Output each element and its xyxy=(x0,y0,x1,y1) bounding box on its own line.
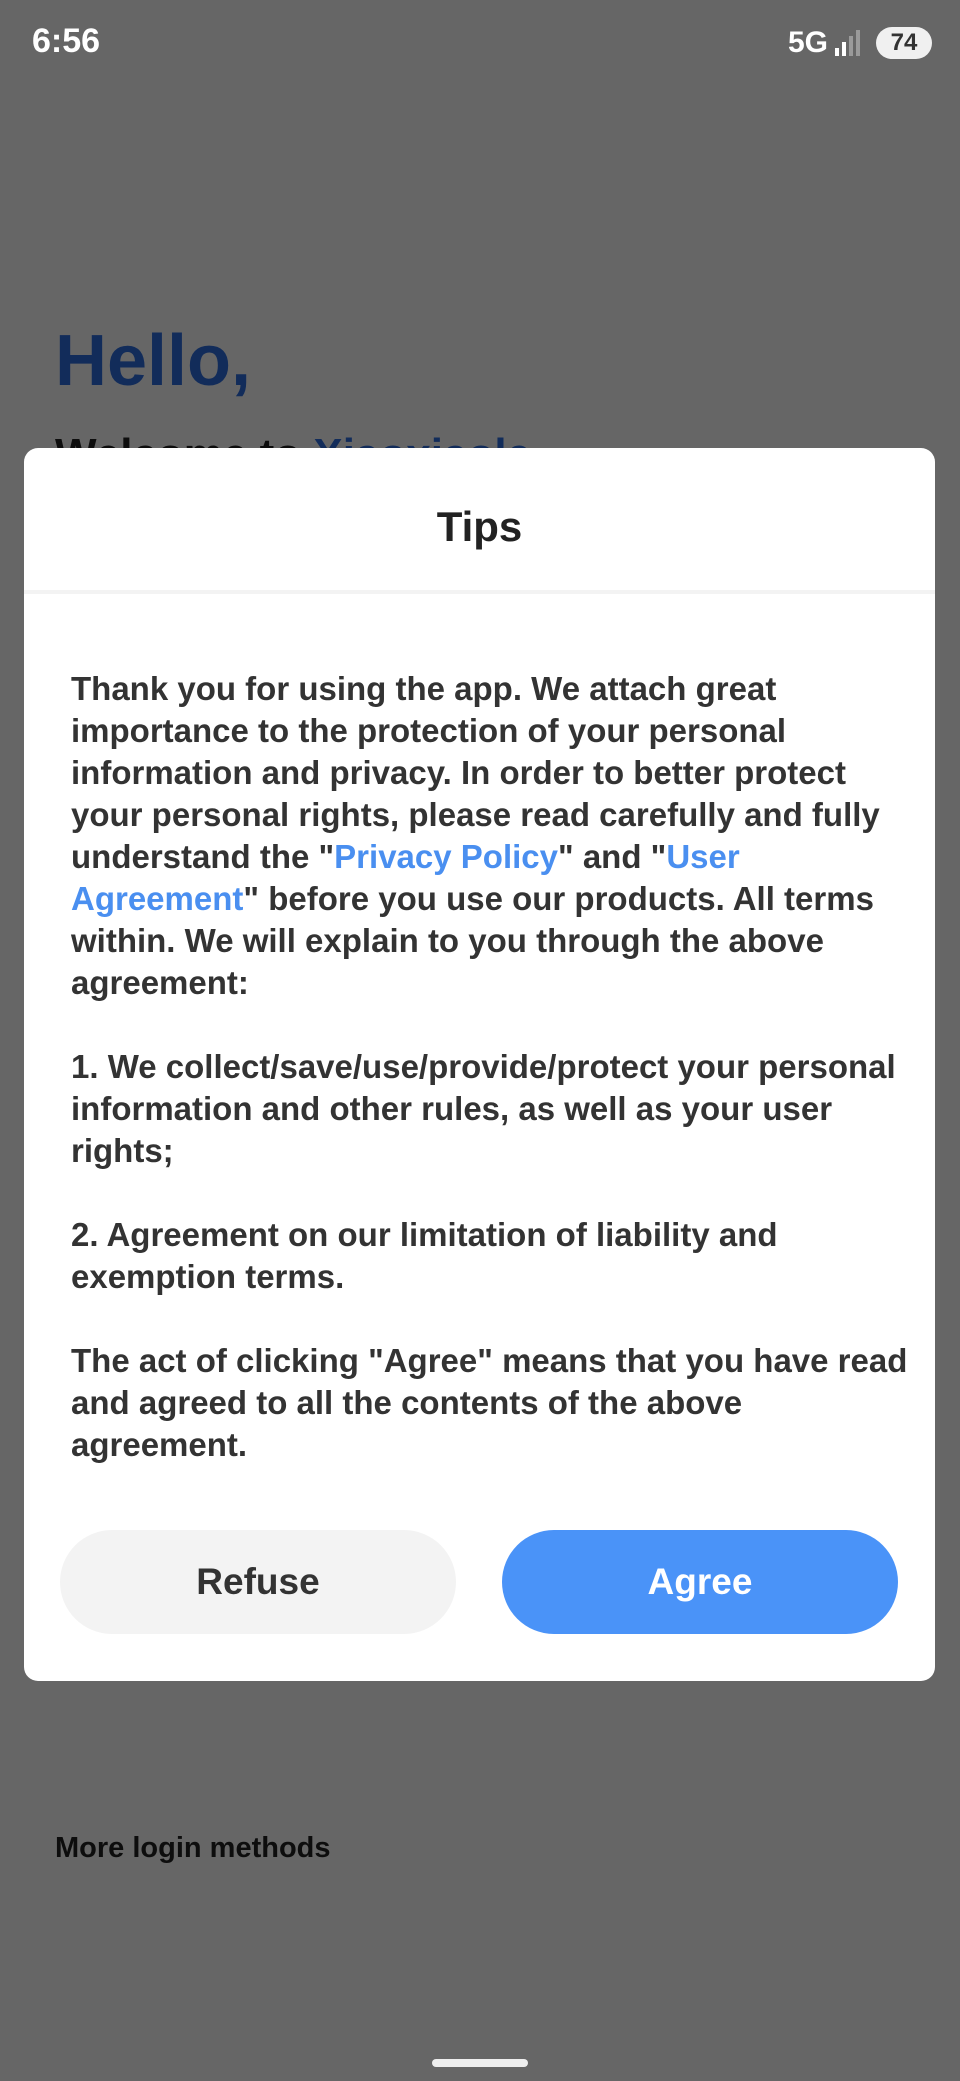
intro-text-end: " before you use our products. All terms within. We will explain to you through the above agreement: xyxy=(71,880,874,1001)
signal-bars-icon xyxy=(834,28,864,58)
home-indicator[interactable] xyxy=(432,2059,528,2067)
agree-button[interactable]: Agree xyxy=(502,1530,898,1634)
term-item-2: 2. Agreement on our limitation of liability and exemption terms. xyxy=(71,1216,778,1295)
refuse-button[interactable]: Refuse xyxy=(60,1530,456,1634)
dialog-divider xyxy=(24,590,935,594)
tips-dialog xyxy=(24,448,935,1681)
status-indicators xyxy=(788,26,932,60)
user-agreement-link[interactable]: User Agreement xyxy=(71,838,740,917)
intro-paragraph xyxy=(71,668,916,1004)
closing-paragraph: The act of clicking "Agree" means that you have read and agreed to all the contents of the above agreement. xyxy=(71,1342,908,1463)
intro-text-between: " and " xyxy=(558,838,667,875)
status-bar xyxy=(0,0,960,90)
network-type: 5G xyxy=(787,26,828,59)
battery-icon: 74 xyxy=(876,27,932,59)
dialog-body xyxy=(71,668,916,1466)
intro-text-start: Thank you for using the app. We attach great importance to the protection of your personal information and privacy. In order to better protect your personal rights, please read carefully and fully understand the " xyxy=(71,670,880,875)
status-time: 6:56 xyxy=(32,22,101,60)
privacy-policy-link[interactable]: Privacy Policy xyxy=(334,838,558,875)
dialog-title: Tips xyxy=(436,503,523,550)
term-item-1: 1. We collect/save/use/provide/protect your personal information and other rules, as well as your user rights; xyxy=(71,1048,896,1169)
